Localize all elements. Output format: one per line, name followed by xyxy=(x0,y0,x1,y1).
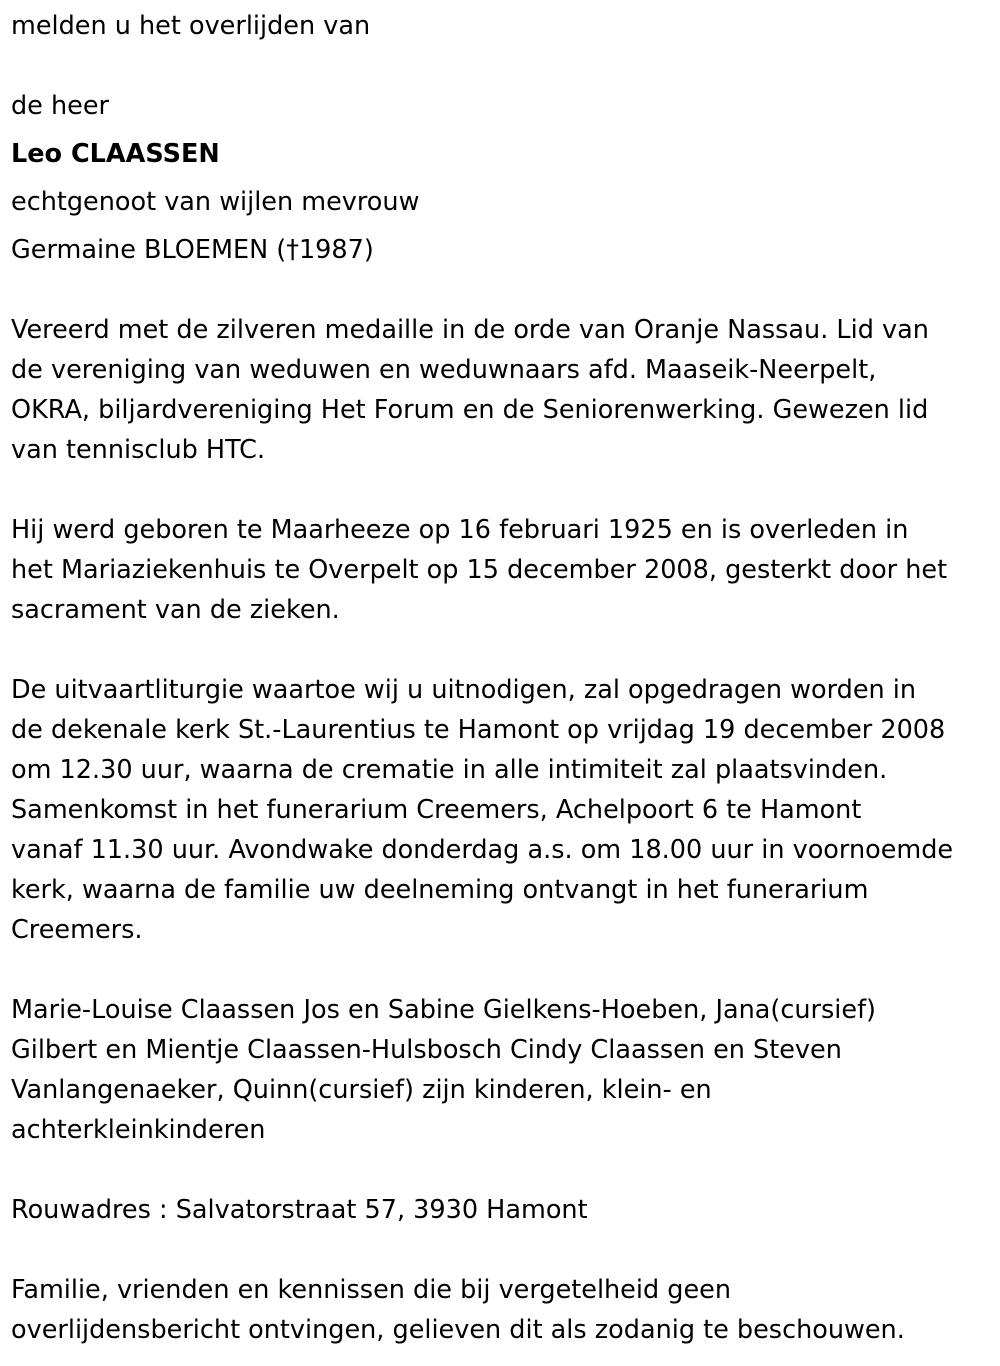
paragraph-line: Samenkomst in het funerarium Creemers, Achelpoort 6 te Hamont xyxy=(11,795,862,825)
paragraph-line: de vereniging van weduwen en weduwnaars afd. Maaseik-Neerpelt, xyxy=(11,355,877,385)
paragraph-line: de dekenale kerk St.-Laurentius te Hamont op vrijdag 19 december 2008 xyxy=(11,715,946,745)
paragraph-line: Creemers. xyxy=(11,915,143,945)
paragraph-line: het Mariaziekenhuis te Overpelt op 15 december 2008, gesterkt door het xyxy=(11,555,948,585)
intro-text: melden u het overlijden van xyxy=(11,11,371,41)
paragraph-line: Gilbert en Mientje Claassen-Hulsbosch Cindy Claassen en Steven xyxy=(11,1035,842,1065)
paragraph-line: vanaf 11.30 uur. Avondwake donderdag a.s. om 18.00 uur in voornoemde xyxy=(11,835,954,865)
spouse-line-1: echtgenoot van wijlen mevrouw xyxy=(11,187,420,217)
paragraph-line: De uitvaartliturgie waartoe wij u uitnodigen, zal opgedragen worden in xyxy=(11,675,917,705)
spouse-line-2: Germaine BLOEMEN (†1987) xyxy=(11,235,374,265)
paragraph-line: achterkleinkinderen xyxy=(11,1115,266,1145)
paragraph-line: kerk, waarna de familie uw deelneming ontvangt in het funerarium xyxy=(11,875,869,905)
paragraph-line: sacrament van de zieken. xyxy=(11,595,340,625)
paragraph-line: Hij werd geboren te Maarheeze op 16 februari 1925 en is overleden in xyxy=(11,515,909,545)
paragraph-line: OKRA, biljardvereniging Het Forum en de Seniorenwerking. Gewezen lid xyxy=(11,395,929,425)
paragraph-line: overlijdensbericht ontvingen, gelieven dit als zodanig te beschouwen. xyxy=(11,1315,905,1345)
salutation: de heer xyxy=(11,91,110,121)
paragraph-line: Vanlangenaeker, Quinn(cursief) zijn kinderen, klein- en xyxy=(11,1075,712,1105)
paragraph-line: Vereerd met de zilveren medaille in de orde van Oranje Nassau. Lid van xyxy=(11,315,929,345)
deceased-name: Leo CLAASSEN xyxy=(11,139,220,169)
paragraph-line: van tennisclub HTC. xyxy=(11,435,266,465)
paragraph-line: Familie, vrienden en kennissen die bij vergetelheid geen xyxy=(11,1275,731,1305)
mourning-address: Rouwadres : Salvatorstraat 57, 3930 Hamont xyxy=(11,1195,588,1225)
paragraph-line: Marie-Louise Claassen Jos en Sabine Gielkens-Hoeben, Jana(cursief) xyxy=(11,995,877,1025)
paragraph-line: om 12.30 uur, waarna de crematie in alle intimiteit zal plaatsvinden. xyxy=(11,755,888,785)
